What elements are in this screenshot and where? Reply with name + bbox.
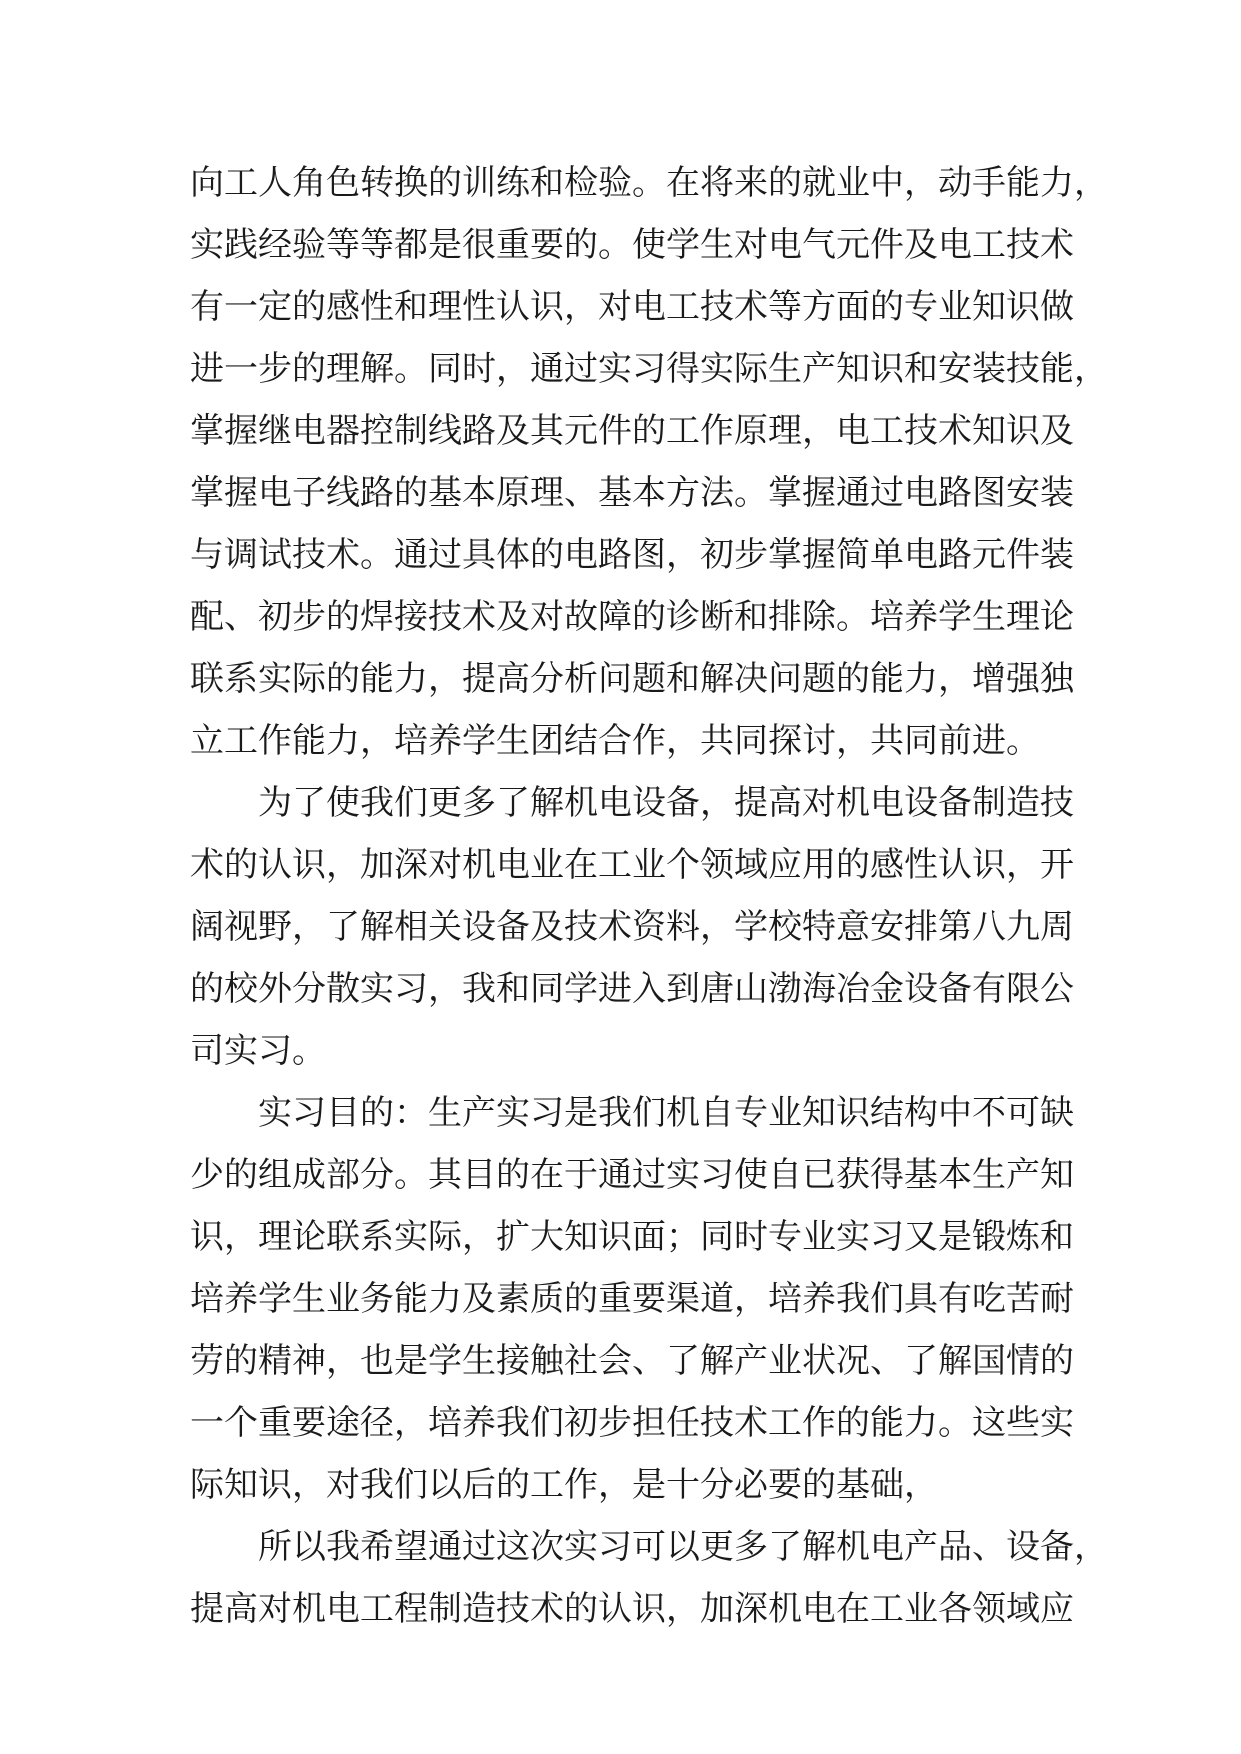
text-line: 的校外分散实习，我和同学进入到唐山渤海冶金设备有限公 (190, 969, 1074, 1009)
text-line: 为了使我们更多了解机电设备，提高对机电设备制造技 (190, 783, 1074, 823)
text-line: 配、初步的焊接技术及对故障的诊断和排除。培养学生理论 (190, 597, 1074, 637)
text-line: 一个重要途径，培养我们初步担任技术工作的能力。这些实 (190, 1403, 1074, 1443)
text-line: 所以我希望通过这次实习可以更多了解机电产品、设备， (190, 1527, 1108, 1567)
text-line: 劳的精神，也是学生接触社会、了解产业状况、了解国情的 (190, 1341, 1074, 1381)
text-line: 司实习。 (190, 1031, 326, 1071)
paragraph-4 (190, 1516, 1108, 1640)
text-line: 向工人角色转换的训练和检验。在将来的就业中，动手能力， (190, 163, 1108, 203)
text-line: 实践经验等等都是很重要的。使学生对电气元件及电工技术 (190, 225, 1074, 265)
text-line: 术的认识，加深对机电业在工业个领域应用的感性认识，开 (190, 845, 1074, 885)
text-line: 阔视野，了解相关设备及技术资料，学校特意安排第八九周 (190, 907, 1074, 947)
text-line: 与调试技术。通过具体的电路图，初步掌握简单电路元件装 (190, 535, 1074, 575)
text-line: 立工作能力，培养学生团结合作，共同探讨，共同前进。 (190, 721, 1040, 761)
text-line: 有一定的感性和理性认识，对电工技术等方面的专业知识做 (190, 287, 1074, 327)
text-line: 少的组成部分。其目的在于通过实习使自已获得基本生产知 (190, 1155, 1074, 1195)
text-line: 培养学生业务能力及素质的重要渠道，培养我们具有吃苦耐 (190, 1279, 1074, 1319)
paragraph-3 (190, 1082, 1074, 1516)
text-line: 掌握电子线路的基本原理、基本方法。掌握通过电路图安装 (190, 473, 1074, 513)
text-line: 实习目的：生产实习是我们机自专业知识结构中不可缺 (190, 1093, 1074, 1133)
text-line: 进一步的理解。同时，通过实习得实际生产知识和安装技能， (190, 349, 1108, 389)
paragraph-2 (190, 772, 1074, 1082)
text-line: 掌握继电器控制线路及其元件的工作原理，电工技术知识及 (190, 411, 1074, 451)
paragraph-1 (190, 152, 1108, 772)
text-line: 识，理论联系实际，扩大知识面；同时专业实习又是锻炼和 (190, 1217, 1074, 1257)
text-line: 际知识，对我们以后的工作，是十分必要的基础， (190, 1465, 938, 1505)
text-line: 联系实际的能力，提高分析问题和解决问题的能力，增强独 (190, 659, 1074, 699)
document-body (190, 152, 1108, 1640)
text-line: 提高对机电工程制造技术的认识，加深机电在工业各领域应 (190, 1589, 1074, 1629)
